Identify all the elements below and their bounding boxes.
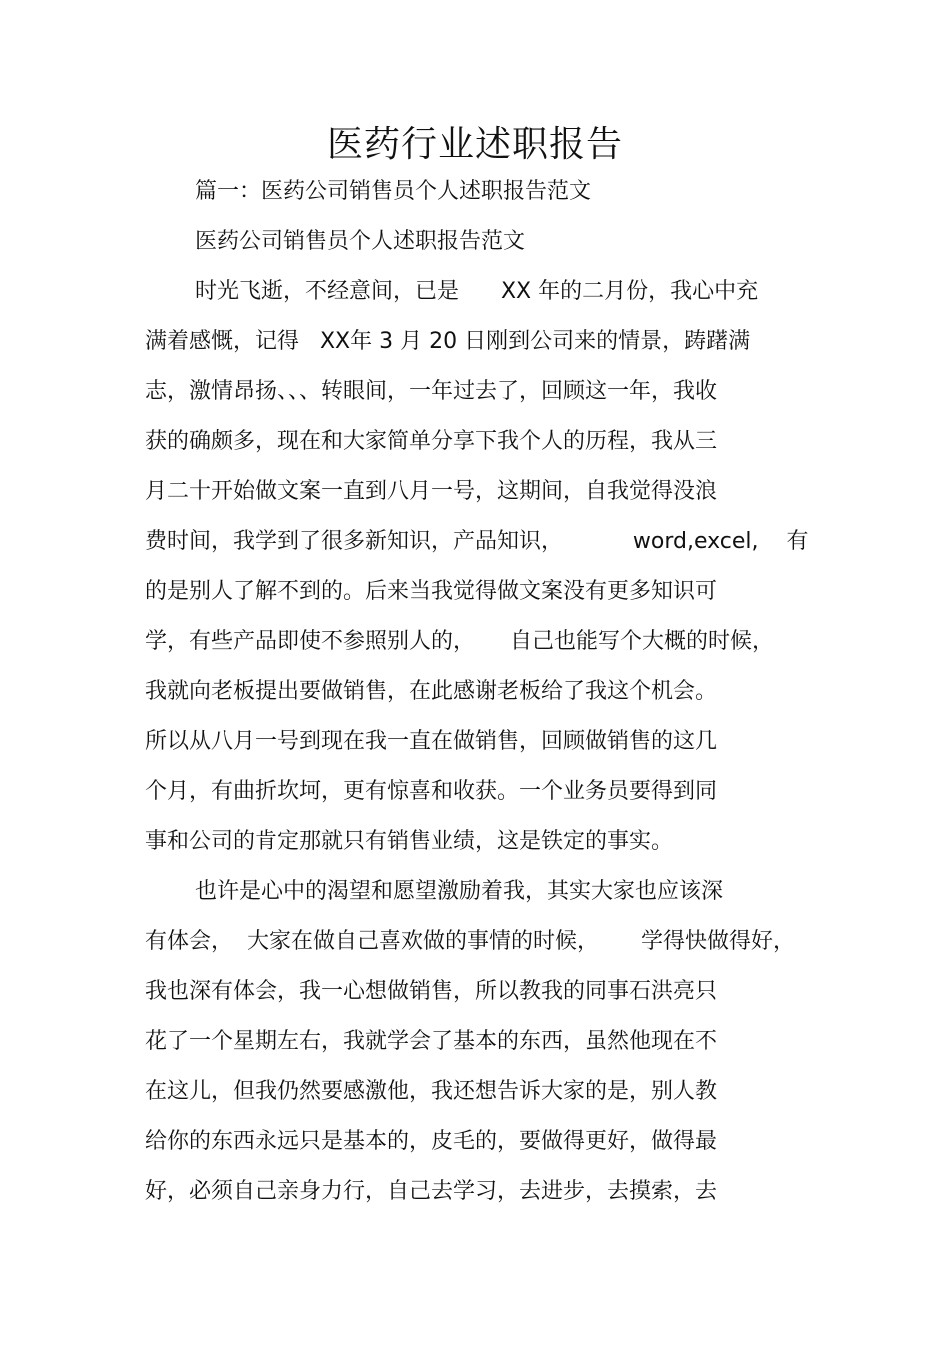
paragraph-line: 个月，有曲折坎坷，更有惊喜和收获。一个业务员要得到同 xyxy=(145,779,718,804)
paragraph-line: 时光飞逝，不经意间，已是 XX 年的二月份，我心中充 xyxy=(195,279,759,304)
paragraph-line: 满着感慨，记得 XX年 3 月 20 日刚到公司来的情景，踌躇满 xyxy=(145,329,751,354)
document-heading: 医药公司销售员个人述职报告范文 xyxy=(195,229,526,254)
paragraph-line: 我就向老板提出要做销售，在此感谢老板给了我这个机会。 xyxy=(145,679,718,704)
paragraph-line: 志，激情昂扬、、、转眼间，一年过去了，回顾这一年，我收 xyxy=(145,379,718,404)
document-subtitle: 篇一：医药公司销售员个人述职报告范文 xyxy=(195,179,592,204)
paragraph-line: 花了一个星期左右，我就学会了基本的东西，虽然他现在不 xyxy=(145,1029,718,1054)
paragraph-line: 事和公司的肯定那就只有销售业绩，这是铁定的事实。 xyxy=(145,829,674,854)
paragraph-line: 所以从八月一号到现在我一直在做销售，回顾做销售的这几 xyxy=(145,729,718,754)
paragraph-line: 的是别人了解不到的。后来当我觉得做文案没有更多知识可 xyxy=(145,579,718,604)
paragraph-line: 获的确颇多，现在和大家简单分享下我个人的历程，我从三 xyxy=(145,429,718,454)
document-title: 医药行业述职报告 xyxy=(326,124,623,165)
paragraph-line: 给你的东西永远只是基本的，皮毛的，要做得更好，做得最 xyxy=(145,1129,718,1154)
paragraph-line: 有体会， 大家在做自己喜欢做的事情的时候， 学得快做得好， xyxy=(145,929,795,954)
paragraph-line: 月二十开始做文案一直到八月一号，这期间，自我觉得没浪 xyxy=(145,479,718,504)
paragraph-line: 在这儿，但我仍然要感激他，我还想告诉大家的是，别人教 xyxy=(145,1079,718,1104)
paragraph-line: 好，必须自己亲身力行，自己去学习，去进步，去摸索，去 xyxy=(145,1179,718,1204)
paragraph-line: 费时间，我学到了很多新知识，产品知识， word,excel, 有 xyxy=(145,529,809,554)
paragraph-line: 我也深有体会，我一心想做销售，所以教我的同事石洪亮只 xyxy=(145,979,718,1004)
paragraph-line: 学，有些产品即使不参照别人的， 自己也能写个大概的时候， xyxy=(145,629,774,654)
paragraph-line: 也许是心中的渴望和愿望激励着我，其实大家也应该深 xyxy=(195,879,724,904)
